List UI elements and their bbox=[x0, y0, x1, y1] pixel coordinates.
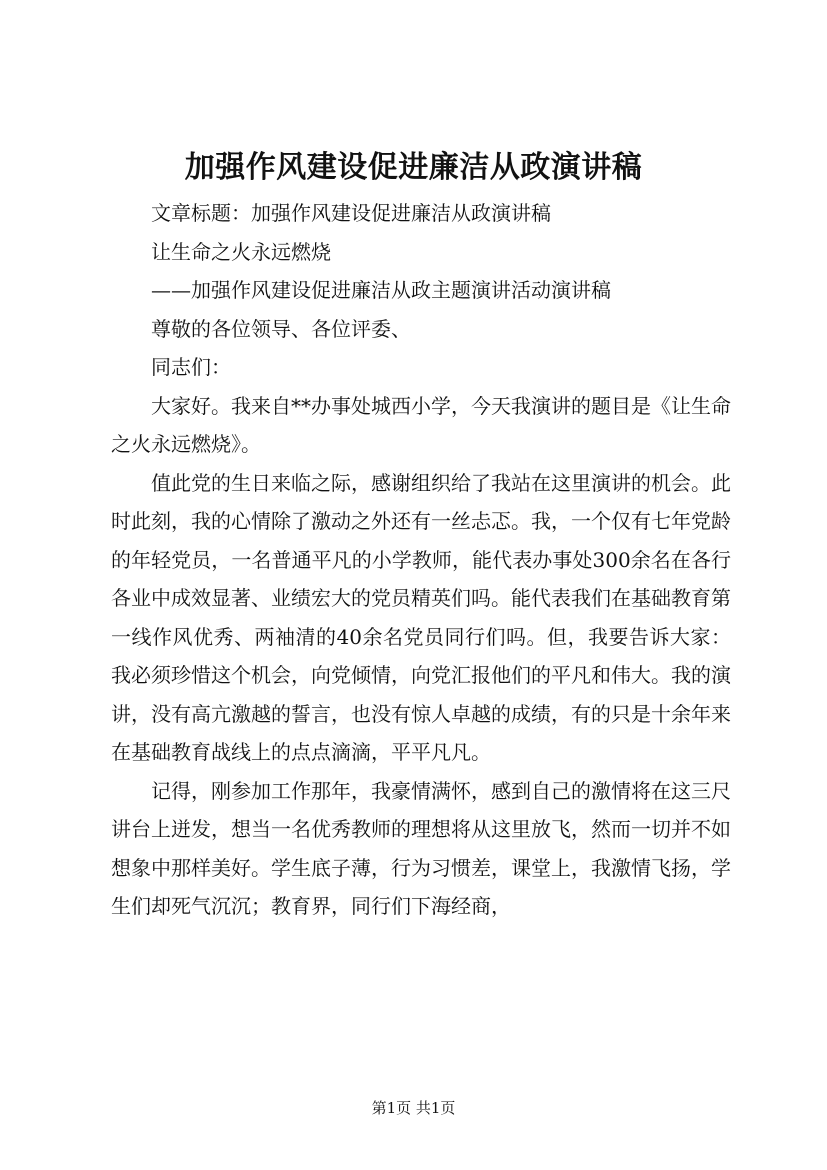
speech-subtitle: ——加强作风建设促进廉洁从政主题演讲活动演讲稿 bbox=[151, 278, 611, 302]
speech-title: 让生命之火永远燃烧 bbox=[151, 239, 331, 264]
document-body bbox=[111, 194, 731, 926]
paragraph-opportunity: 值此党的生日来临之际，感谢组织给了我站在这里演讲的机会。此时此刻，我的心情除了激动之外还有一丝忐忑。我，一个仅有七年党龄的年轻党员，一名普通平凡的小学教师，能代表办事处300余名在各行各业中成效显著、业绩宏大的党员精英们吗。能代表我们在基础教育第一线作风优秀、两袖清的40余名党员同行们吗。但，我要告诉大家：我必须珍惜这个机会，向党倾情，向党汇报他们的平凡和伟大。我的演讲，没有高亢激越的誓言，也没有惊人卓越的成绩，有的只是十余年来在基础教育战线上的点点滴滴，平平凡凡。 bbox=[111, 470, 731, 764]
article-title-line: 文章标题：加强作风建设促进廉洁从政演讲稿 bbox=[151, 201, 551, 225]
document-title: 加强作风建设促进廉洁从政演讲稿 bbox=[184, 150, 643, 185]
paragraph-memory: 记得，刚参加工作那年，我豪情满怀，感到自己的激情将在这三尺讲台上迸发，想当一名优秀教师的理想将从这里放飞，然而一切并不如想象中那样美好。学生底子薄，行为习惯差，课堂上，我激情飞扬，学生们却死气沉沉；教育界，同行们下海经商， bbox=[111, 778, 731, 918]
salutation-line-1: 尊敬的各位领导、各位评委、 bbox=[151, 316, 411, 341]
paragraph-greeting: 大家好。我来自**办事处城西小学，今天我演讲的题目是《让生命之火永远燃烧》。 bbox=[111, 393, 731, 456]
salutation-line-2: 同志们： bbox=[151, 355, 231, 379]
page-footer: 第1页 共1页 bbox=[371, 1099, 456, 1117]
